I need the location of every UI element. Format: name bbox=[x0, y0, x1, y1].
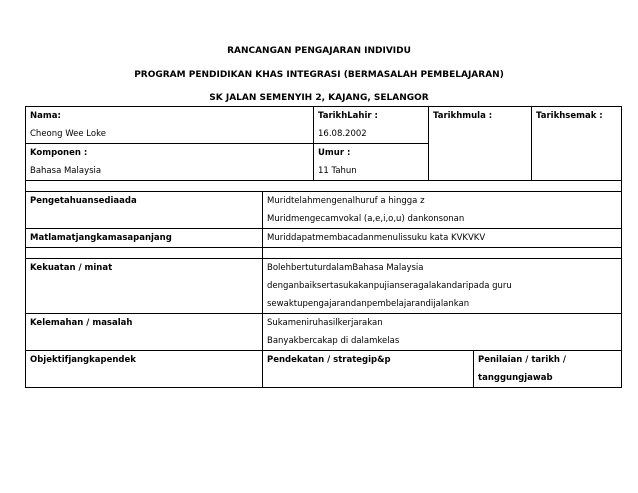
prior-knowledge-content bbox=[263, 192, 622, 229]
age-value: 11 Tahun bbox=[318, 166, 357, 176]
prior-knowledge-row bbox=[26, 192, 622, 229]
name-cell bbox=[26, 107, 314, 144]
dob-cell bbox=[314, 107, 429, 144]
school-title: SK JALAN SEMENYIH 2, KAJANG, SELANGOR bbox=[209, 93, 429, 103]
dob-value: 16.08.2002 bbox=[318, 129, 367, 139]
spacer-cell bbox=[26, 181, 622, 192]
weakness-content bbox=[263, 314, 622, 351]
program-title: PROGRAM PENDIDIKAN KHAS INTEGRASI (BERMASALAH PEMBELAJARAN) bbox=[134, 70, 504, 80]
long-term-goal-line-1: Muriddapatmembacadanmenulissuku kata KVKVKV bbox=[267, 233, 486, 243]
strength-line-3: sewaktupengajarandanpembelajarandijalankan bbox=[267, 299, 470, 309]
assessment-label-line-1: Penilaian / tarikh / bbox=[478, 355, 567, 365]
dob-label: TarikhLahir : bbox=[318, 111, 378, 121]
weakness-row bbox=[26, 314, 622, 351]
document-title: RANCANGAN PENGAJARAN INDIVIDU bbox=[227, 46, 411, 56]
review-date-cell bbox=[532, 107, 622, 181]
long-term-goal-content bbox=[263, 229, 622, 248]
iep-form-table bbox=[25, 106, 622, 388]
strength-label: Kekuatan / minat bbox=[26, 259, 263, 314]
strength-line-2: denganbaiksertasukakanpujianseragalakandaripada guru bbox=[267, 281, 512, 291]
name-label: Nama: bbox=[30, 111, 61, 121]
spacer-cell-2a bbox=[26, 248, 263, 259]
age-label: Umur : bbox=[318, 148, 351, 158]
weakness-line-1: Sukameniruhasilkerjarakan bbox=[267, 318, 383, 328]
strength-line-1: BolehbertuturdalamBahasa Malaysia bbox=[267, 263, 424, 273]
component-value: Bahasa Malaysia bbox=[30, 166, 102, 176]
objective-label: Objektifjangkapendek bbox=[26, 351, 263, 388]
spacer-row bbox=[26, 181, 622, 192]
name-value: Cheong Wee Loke bbox=[30, 129, 106, 139]
assessment-label-line-2: tanggungjawab bbox=[478, 373, 553, 383]
start-date-cell bbox=[429, 107, 532, 181]
long-term-goal-label: Matlamatjangkamasapanjang bbox=[26, 229, 263, 248]
assessment-cell bbox=[474, 351, 622, 388]
spacer-row-2 bbox=[26, 248, 622, 259]
start-date-label: Tarikhmula : bbox=[433, 111, 493, 121]
long-term-goal-row bbox=[26, 229, 622, 248]
strength-row bbox=[26, 259, 622, 314]
spacer-cell-2b bbox=[263, 248, 622, 259]
component-cell bbox=[26, 144, 314, 181]
age-cell bbox=[314, 144, 429, 181]
student-info-row-1 bbox=[26, 107, 622, 144]
weakness-line-2: Banyakbercakap di dalamkelas bbox=[267, 336, 400, 346]
prior-knowledge-line-1: Muridtelahmengenalhuruf a hingga z bbox=[267, 196, 425, 206]
objective-header-row bbox=[26, 351, 622, 388]
review-date-label: Tarikhsemak : bbox=[536, 111, 603, 121]
strength-content bbox=[263, 259, 622, 314]
weakness-label: Kelemahan / masalah bbox=[26, 314, 263, 351]
approach-label: Pendekatan / strategip&p bbox=[263, 351, 474, 388]
component-label: Komponen : bbox=[30, 148, 88, 158]
prior-knowledge-label: Pengetahuansediaada bbox=[26, 192, 263, 229]
prior-knowledge-line-2: Muridmengecamvokal (a,e,i,o,u) dankonsonan bbox=[267, 214, 465, 224]
